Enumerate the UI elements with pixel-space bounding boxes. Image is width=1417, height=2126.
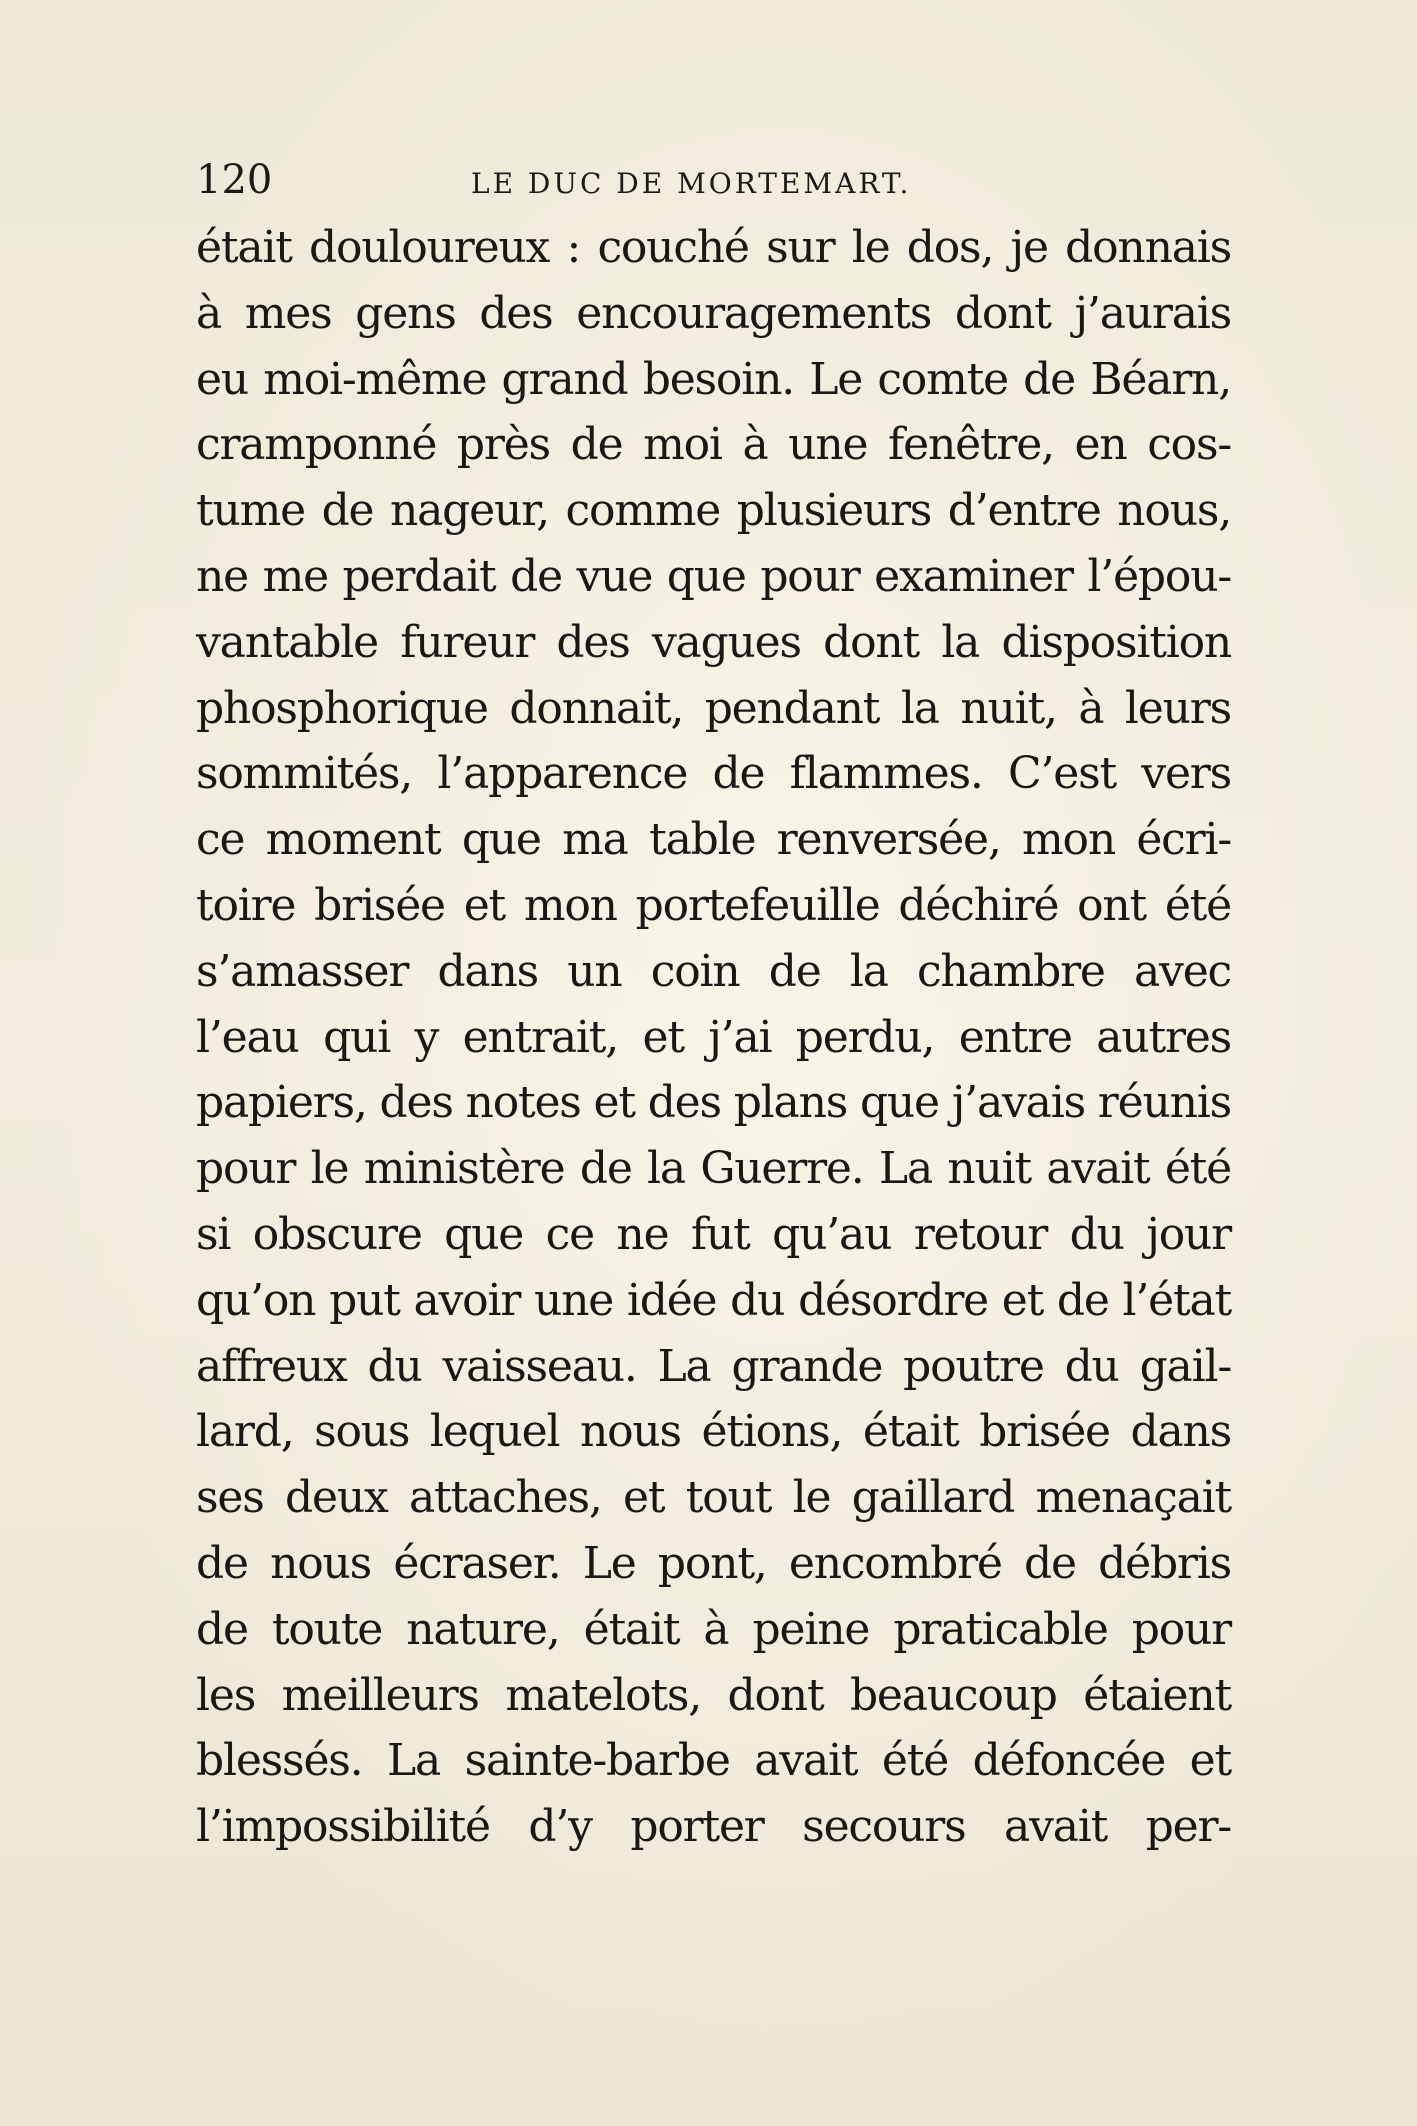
text-line: affreux du vaisseau. La grande poutre du gail- [196,1340,1231,1392]
text-line: était douloureux : couché sur le dos, je donnais [196,222,1231,273]
text-line: lard, sous lequel nous étions, était brisée dans [196,1406,1231,1458]
text-line: ce moment que ma table renversée, mon écri- [196,814,1231,866]
text-line: sommités, l’apparence de flammes. C’est vers [196,748,1231,800]
text-line: de toute nature, était à peine praticable pour [196,1603,1231,1655]
text-line: si obscure que ce ne fut qu’au retour du jour [196,1208,1231,1260]
running-head [196,150,1231,210]
text-line: pour le ministère de la Guerre. La nuit avait été [196,1143,1231,1195]
text-line: l’eau qui y entrait, et j’ai perdu, entre autres [196,1011,1231,1063]
running-title: LE DUC DE MORTEMART. [471,167,912,200]
text-line: qu’on put avoir une idée du désordre et de l’état [196,1274,1231,1326]
text-line: eu moi-même grand besoin. Le comte de Béarn, [196,353,1231,405]
text-line: l’impossibilité d’y porter secours avait per- [196,1801,1231,1853]
text-line: les meilleurs matelots, dont beaucoup étaient [196,1669,1231,1721]
text-line: à mes gens des encouragements dont j’aurais [196,287,1231,339]
text-line: blessés. La sainte-barbe avait été défoncée et [196,1735,1231,1787]
body-text [196,215,1231,1860]
text-line: vantable fureur des vagues dont la disposition [196,616,1231,668]
text-line: ses deux attaches, et tout le gaillard menaçait [196,1472,1231,1524]
text-line: papiers, des notes et des plans que j’avais réunis [196,1077,1231,1129]
text-line: s’amasser dans un coin de la chambre avec [196,945,1231,997]
page-number: 120 [196,157,273,203]
text-line: phosphorique donnait, pendant la nuit, à leurs [196,682,1231,734]
text-line: ne me perdait de vue que pour examiner l’épou- [196,550,1231,602]
text-line: toire brisée et mon portefeuille déchiré ont été [196,879,1231,931]
text-line: cramponné près de moi à une fenêtre, en cos- [196,419,1231,471]
text-line: de nous écraser. Le pont, encombré de débris [196,1537,1231,1589]
text-line: tume de nageur, comme plusieurs d’entre nous, [196,485,1231,537]
